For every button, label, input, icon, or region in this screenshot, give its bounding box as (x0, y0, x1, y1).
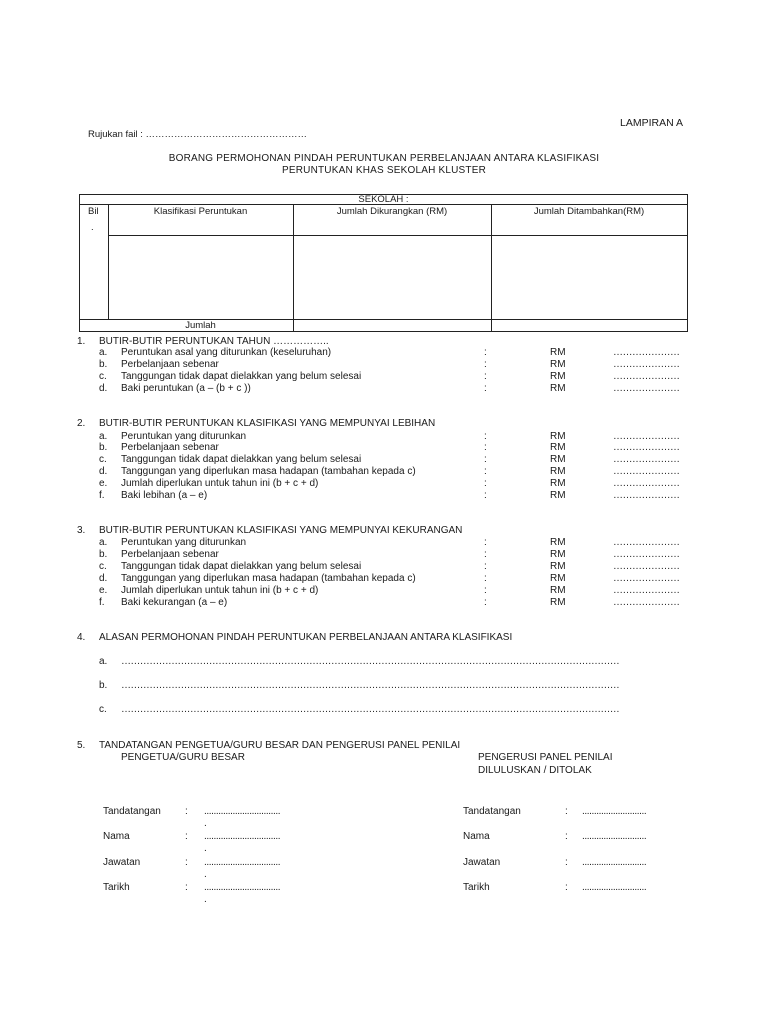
field-period: . (204, 869, 207, 880)
col-bil-dot: . (91, 222, 94, 233)
field-label: Tarikh (463, 882, 490, 893)
row-rm: RM (550, 561, 566, 572)
row-letter: e. (99, 585, 108, 596)
field-label: Tandatangan (103, 806, 161, 817)
row-colon: : (484, 442, 487, 453)
field-label: Nama (463, 831, 490, 842)
row-label: Tanggungan yang diperlukan masa hadapan (tambahan kepada c) (121, 466, 416, 477)
jumlah-label: Jumlah (185, 320, 216, 331)
section3-row-b (99, 549, 699, 561)
row-letter: f. (99, 597, 105, 608)
row-letter: c. (99, 371, 107, 382)
reason-letter: b. (99, 680, 108, 691)
row-amount-field[interactable]: ………………… (613, 585, 680, 596)
field-colon: : (185, 857, 188, 868)
reason-field[interactable]: …………………………………………………………………………………………………………………………………………… (121, 656, 620, 667)
section2-row-c (99, 454, 699, 466)
field-input[interactable]: ................................ (204, 882, 281, 893)
field-colon: : (565, 806, 568, 817)
field-input[interactable]: ................................ (204, 857, 281, 868)
col-ditambahkan: Jumlah Ditambahkan(RM) (533, 206, 645, 217)
row-letter: b. (99, 549, 108, 560)
row-amount-field[interactable]: ………………… (613, 371, 680, 382)
section1-title: BUTIR-BUTIR PERUNTUKAN TAHUN …………….. (99, 336, 329, 347)
row-label: Jumlah diperlukan untuk tahun ini (b + c + d) (121, 585, 319, 596)
right-signer-heading: PENGERUSI PANEL PENILAI (478, 752, 613, 763)
row-label: Perbelanjaan sebenar (121, 549, 219, 560)
section5-number: 5. (77, 740, 86, 751)
row-letter: b. (99, 359, 108, 370)
table-border-left (79, 194, 80, 332)
section3-row-d (99, 573, 699, 585)
row-label: Peruntukan asal yang diturunkan (keseluruhan) (121, 347, 332, 358)
row-rm: RM (550, 383, 566, 394)
row-colon: : (484, 478, 487, 489)
row-letter: f. (99, 490, 105, 501)
row-amount-field[interactable]: ………………… (613, 466, 680, 477)
row-amount-field[interactable]: ………………… (613, 347, 680, 358)
row-colon: : (484, 454, 487, 465)
row-colon: : (484, 466, 487, 477)
row-label: Jumlah diperlukan untuk tahun ini (b + c + d) (121, 478, 319, 489)
row-amount-field[interactable]: ………………… (613, 454, 680, 465)
col-dikurangkan: Jumlah Dikurangkan (RM) (336, 206, 448, 217)
row-amount-field[interactable]: ………………… (613, 549, 680, 560)
row-amount-field[interactable]: ………………… (613, 359, 680, 370)
row-letter: d. (99, 383, 108, 394)
field-period: . (204, 894, 207, 905)
field-label: Jawatan (103, 857, 141, 868)
section2-row-e (99, 478, 699, 490)
field-label: Tandatangan (463, 806, 521, 817)
right-signer-subheading: DILULUSKAN / DITOLAK (478, 765, 592, 776)
row-colon: : (484, 537, 487, 548)
row-rm: RM (550, 537, 566, 548)
section3-number: 3. (77, 525, 86, 536)
sekolah-label: SEKOLAH : (358, 194, 409, 205)
row-rm: RM (550, 597, 566, 608)
section1-row-b (99, 359, 699, 371)
row-label: Tanggungan tidak dapat dielakkan yang belum selesai (121, 371, 362, 382)
row-colon: : (484, 585, 487, 596)
field-input[interactable]: ........................... (582, 857, 647, 868)
row-label: Tanggungan tidak dapat dielakkan yang belum selesai (121, 454, 362, 465)
field-colon: : (565, 882, 568, 893)
section3-row-c (99, 561, 699, 573)
section3-title: BUTIR-BUTIR PERUNTUKAN KLASIFIKASI YANG MEMPUNYAI KEKURANGAN (99, 525, 463, 536)
field-colon: : (185, 831, 188, 842)
row-rm: RM (550, 442, 566, 453)
col-klasifikasi: Klasifikasi Peruntukan (153, 206, 248, 217)
section3-row-e (99, 585, 699, 597)
section4-title: ALASAN PERMOHONAN PINDAH PERUNTUKAN PERBELANJAAN ANTARA KLASIFIKASI (99, 632, 513, 643)
section3-row-a (99, 537, 699, 549)
row-amount-field[interactable]: ………………… (613, 573, 680, 584)
row-amount-field[interactable]: ………………… (613, 478, 680, 489)
section1-row-a (99, 347, 699, 359)
form-title-line1: BORANG PERMOHONAN PINDAH PERUNTUKAN PERBELANJAAN ANTARA KLASIFIKASI (168, 153, 600, 164)
row-rm: RM (550, 454, 566, 465)
row-colon: : (484, 371, 487, 382)
row-label: Baki peruntukan (a – (b + c )) (121, 383, 251, 394)
row-colon: : (484, 383, 487, 394)
row-colon: : (484, 347, 487, 358)
table-line-header (108, 235, 688, 236)
row-rm: RM (550, 371, 566, 382)
row-rm: RM (550, 359, 566, 370)
row-label: Baki kekurangan (a – e) (121, 597, 228, 608)
row-colon: : (484, 490, 487, 501)
left-signer-heading: PENGETUA/GURU BESAR (121, 752, 245, 763)
table-border-right (687, 194, 688, 332)
row-letter: a. (99, 537, 108, 548)
row-letter: c. (99, 454, 107, 465)
row-amount-field[interactable]: ………………… (613, 597, 680, 608)
field-period: . (204, 843, 207, 854)
row-label: Tanggungan yang diperlukan masa hadapan (tambahan kepada c) (121, 573, 416, 584)
reason-letter: c. (99, 704, 107, 715)
row-letter: d. (99, 466, 108, 477)
field-input[interactable]: ................................ (204, 831, 281, 842)
section1-row-c (99, 371, 699, 383)
section3-row-f (99, 597, 699, 609)
row-amount-field[interactable]: ………………… (613, 537, 680, 548)
reason-field[interactable]: …………………………………………………………………………………………………………………………………………… (121, 680, 620, 691)
row-rm: RM (550, 347, 566, 358)
field-colon: : (565, 857, 568, 868)
allocation-table (79, 194, 688, 332)
row-rm: RM (550, 466, 566, 477)
row-colon: : (484, 597, 487, 608)
row-amount-field[interactable]: ………………… (613, 490, 680, 501)
row-letter: c. (99, 561, 107, 572)
table-col-line-1 (108, 204, 109, 320)
field-input[interactable]: ........................... (582, 831, 647, 842)
row-colon: : (484, 549, 487, 560)
field-colon: : (185, 806, 188, 817)
field-input[interactable]: ........................... (582, 882, 647, 893)
reason-letter: a. (99, 656, 108, 667)
section5-title: TANDATANGAN PENGETUA/GURU BESAR DAN PENGERUSI PANEL PENILAI (99, 740, 461, 751)
section4-number: 4. (77, 632, 86, 643)
section2-row-d (99, 466, 699, 478)
row-amount-field[interactable]: ………………… (613, 383, 680, 394)
row-label: Perbelanjaan sebenar (121, 442, 219, 453)
section2-row-f (99, 490, 699, 502)
row-letter: d. (99, 573, 108, 584)
section1-row-d (99, 383, 699, 395)
field-colon: : (185, 882, 188, 893)
section2-row-b (99, 442, 699, 454)
field-label: Tarikh (103, 882, 130, 893)
row-amount-field[interactable]: ………………… (613, 561, 680, 572)
row-amount-field[interactable]: ………………… (613, 442, 680, 453)
section1-number: 1. (77, 336, 86, 347)
rujukan-fail: Rujukan fail : …………………………………………… (88, 129, 308, 140)
row-letter: a. (99, 347, 108, 358)
row-letter: a. (99, 431, 108, 442)
row-rm: RM (550, 478, 566, 489)
row-label: Baki lebihan (a – e) (121, 490, 208, 501)
table-col-line-3 (491, 204, 492, 332)
row-colon: : (484, 561, 487, 572)
field-label: Nama (103, 831, 130, 842)
table-border-bottom (79, 331, 688, 332)
row-letter: e. (99, 478, 108, 489)
field-period: . (204, 818, 207, 829)
field-label: Jawatan (463, 857, 501, 868)
table-col-line-2 (293, 204, 294, 332)
row-label: Tanggungan tidak dapat dielakkan yang belum selesai (121, 561, 362, 572)
row-colon: : (484, 431, 487, 442)
row-rm: RM (550, 549, 566, 560)
row-rm: RM (550, 490, 566, 501)
field-input[interactable]: ................................ (204, 806, 281, 817)
form-title-line2: PERUNTUKAN KHAS SEKOLAH KLUSTER (281, 165, 487, 176)
row-rm: RM (550, 431, 566, 442)
reason-field[interactable]: …………………………………………………………………………………………………………………………………………… (121, 704, 620, 715)
row-label: Peruntukan yang diturunkan (121, 537, 247, 548)
section2-title: BUTIR-BUTIR PERUNTUKAN KLASIFIKASI YANG MEMPUNYAI LEBIHAN (99, 418, 436, 429)
row-colon: : (484, 573, 487, 584)
lampiran-label: LAMPIRAN A (620, 117, 684, 129)
row-rm: RM (550, 585, 566, 596)
col-bil: Bil (88, 206, 99, 217)
row-letter: b. (99, 442, 108, 453)
field-colon: : (565, 831, 568, 842)
field-input[interactable]: ........................... (582, 806, 647, 817)
row-label: Peruntukan yang diturunkan (121, 431, 247, 442)
row-colon: : (484, 359, 487, 370)
row-amount-field[interactable]: ………………… (613, 431, 680, 442)
row-label: Perbelanjaan sebenar (121, 359, 219, 370)
section2-number: 2. (77, 418, 86, 429)
row-rm: RM (550, 573, 566, 584)
